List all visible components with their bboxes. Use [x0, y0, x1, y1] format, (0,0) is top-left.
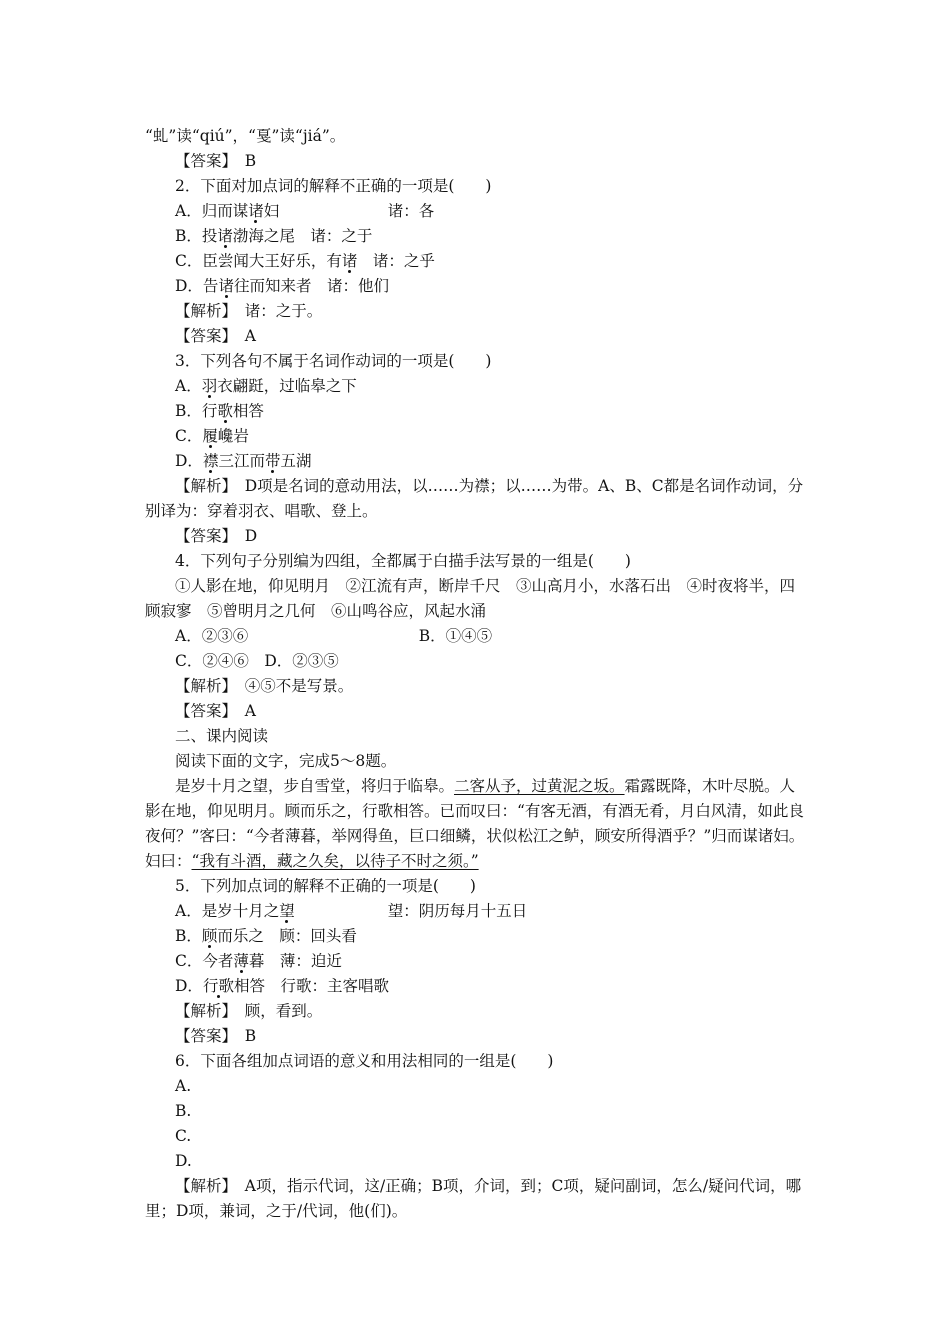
q5-option-a	[175, 899, 527, 924]
q3-option-b	[175, 399, 264, 424]
dotted-word: 带	[264, 452, 281, 470]
option-text: 诸：之乎	[357, 252, 435, 270]
dotted-word: 羽	[201, 377, 218, 395]
option-text: C．今者	[175, 952, 234, 970]
question-3: 3．下列各句不属于名词作动词的一项是( )	[175, 352, 492, 370]
answer-q2: 【答案】 A	[175, 327, 256, 345]
q6-option-a: A.	[175, 1077, 192, 1095]
section-heading: 二、课内阅读	[175, 727, 269, 745]
option-text: 望：阴历每月十五日	[294, 902, 528, 920]
option-text: 暮 薄：迫近	[248, 952, 342, 970]
option-text: D．	[175, 452, 203, 470]
question-4: 4．下列句子分别编为四组，全都属于白描手法写景的一组是( )	[175, 552, 631, 570]
q3-option-d	[175, 449, 312, 474]
passage-text: 是岁十月之望，步自雪堂，将归于临皋。	[175, 777, 455, 795]
dotted-word: 诸	[248, 202, 264, 220]
option-text: 渤海之尾 诸：之于	[232, 227, 373, 245]
dotted-word: 诸	[341, 252, 358, 270]
option-text: 相答 行歌：主客唱歌	[233, 977, 389, 995]
q6-option-d: D.	[175, 1152, 192, 1170]
underlined-sentence: 二客从予，过黄泥之坂。	[454, 777, 625, 795]
option-text: 相答	[232, 402, 264, 420]
dotted-word: 行歌	[202, 977, 234, 995]
option-text: 衣翩跹，过临皋之下	[217, 377, 357, 395]
option-text: C．	[175, 427, 203, 445]
reading-passage	[145, 774, 805, 874]
q6-option-c: C.	[175, 1127, 192, 1145]
q4-options-cd: C．②④⑥ D．②③⑤	[175, 652, 339, 670]
option-text: C．臣尝闻大王好乐，有	[175, 252, 342, 270]
q2-option-a	[175, 199, 434, 224]
dotted-word: 顾	[201, 927, 218, 945]
option-text: 而乐之 顾：回头看	[217, 927, 357, 945]
analysis-q6: 【解析】 A项，指示代词，这/正确；B项，介词，到；C项，疑问副词，怎么/疑问代词，哪里；D项，兼词，之于/代词，他(们)。	[145, 1177, 802, 1220]
q5-option-d	[175, 974, 389, 999]
option-text: D．告	[175, 277, 219, 295]
question-6: 6．下面各组加点词语的意义和用法相同的一组是( )	[175, 1052, 554, 1070]
analysis-q3: 【解析】 D项是名词的意动用法，以……为襟；以……为带。A、B、C都是名词作动词，分别译为：穿着羽衣、唱歌、登上。	[145, 477, 804, 520]
answer-q3: 【答案】 D	[175, 527, 258, 545]
passage-text: 霜露既降，木叶尽脱。人影在地，仰见明月。顾而乐之，行歌相答。已而叹曰：“有客无酒，有酒无肴，月白风清，如此良夜何？”客曰：“今者薄暮，举网得鱼，巨口细鳞，状似松江之鲈，顾安所得酒乎？”归而谋诸妇。妇曰：	[145, 777, 805, 870]
q3-option-a	[175, 374, 357, 399]
q5-option-b	[175, 924, 357, 949]
q2-option-c	[175, 249, 435, 274]
dotted-word: 诸	[217, 227, 233, 245]
answer-q5: 【答案】 B	[175, 1027, 257, 1045]
analysis-q5: 【解析】 顾，看到。	[175, 1002, 323, 1020]
q5-option-c	[175, 949, 342, 974]
option-text: 三江而	[218, 452, 265, 470]
dotted-word: 歌	[217, 402, 233, 420]
option-text: D．	[175, 977, 203, 995]
option-text: A．归而谋	[175, 202, 249, 220]
q4-sentences: ①人影在地，仰见明月 ②江流有声，断岸千尺 ③山高月小，水落石出 ④时夜将半，四顾寂寥 ⑤曾明月之几何 ⑥山鸣谷应，风起水涌	[145, 577, 796, 620]
option-text: 五湖	[280, 452, 312, 470]
question-5: 5．下列加点词的解释不正确的一项是( )	[175, 877, 476, 895]
analysis-q2: 【解析】 诸：之于。	[175, 302, 323, 320]
reading-instruction: 阅读下面的文字，完成5～8题。	[175, 752, 397, 770]
dotted-word: 诸	[218, 277, 234, 295]
dotted-word: 襟	[202, 452, 219, 470]
option-text: B．投	[175, 227, 218, 245]
option-text: B．	[175, 927, 202, 945]
dotted-word: 履	[202, 427, 218, 445]
q2-option-b	[175, 224, 372, 249]
dotted-word: 薄	[233, 952, 249, 970]
option-text: 往而知来者 诸：他们	[233, 277, 389, 295]
option-text: 巉岩	[217, 427, 249, 445]
q2-option-d	[175, 274, 389, 299]
option-text: 妇 诸：各	[263, 202, 435, 220]
q6-option-b: B.	[175, 1102, 192, 1120]
question-2: 2．下面对加点词的解释不正确的一项是( )	[175, 177, 492, 195]
answer-q1: 【答案】 B	[175, 152, 257, 170]
underlined-sentence: “我有斗酒，藏之久矣，以待子不时之须。”	[191, 852, 479, 870]
answer-q4: 【答案】 A	[175, 702, 256, 720]
q3-option-c	[175, 424, 249, 449]
dotted-word: 望	[279, 902, 295, 920]
analysis-q4: 【解析】 ④⑤不是写景。	[175, 677, 354, 695]
option-text: A．	[175, 377, 202, 395]
pronunciation-note: “虬”读“qiú”，“戛”读“jiá”。	[145, 127, 346, 145]
q4-options-ab: A．②③⑥ B．①④⑤	[175, 627, 493, 645]
option-text: B．行	[175, 402, 218, 420]
option-text: A．是岁十月之	[175, 902, 280, 920]
